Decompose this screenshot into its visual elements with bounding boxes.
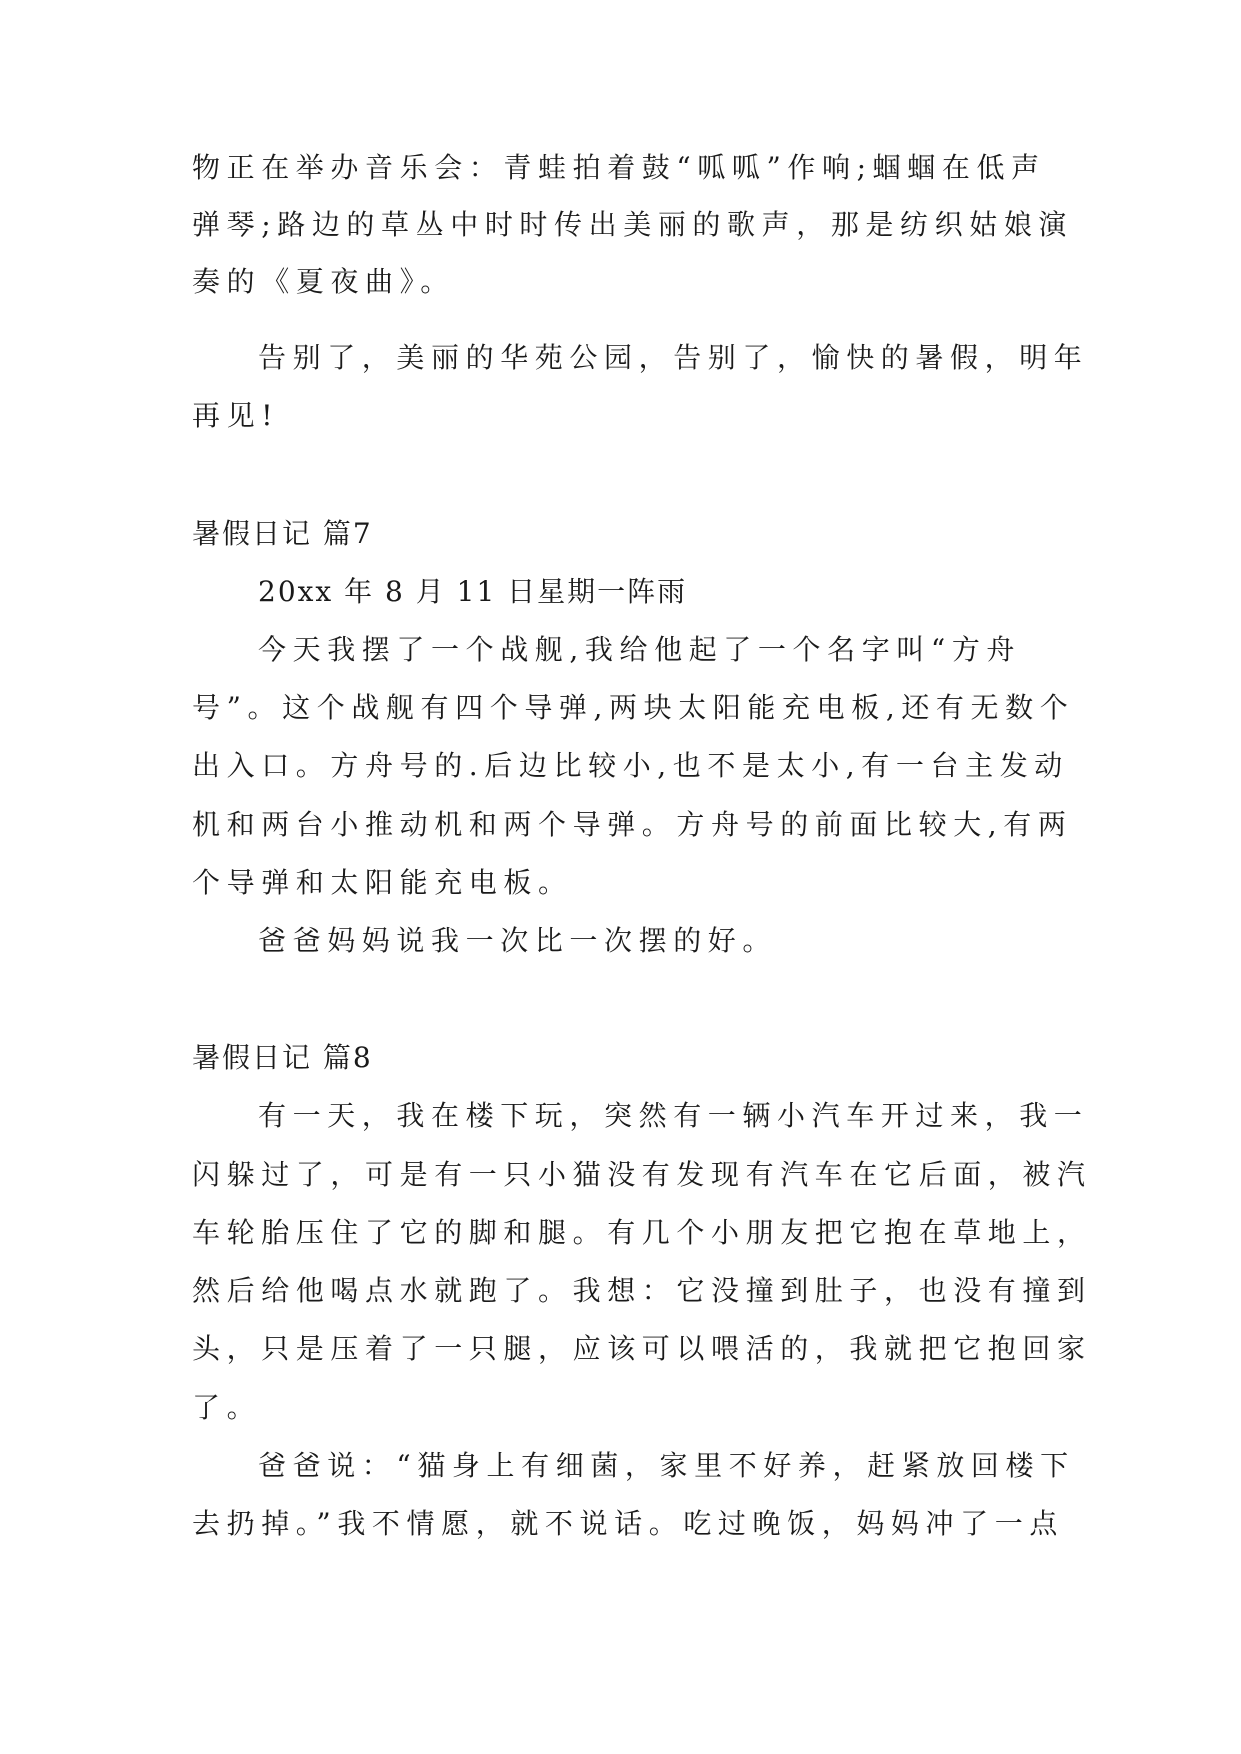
paragraph-line: 机和两台小推动机和两个导弹。方舟号的前面比较大,有两 bbox=[192, 808, 1073, 841]
paragraph-line: 爸爸说：“猫身上有细菌，家里不好养，赶紧放回楼下 bbox=[258, 1449, 1075, 1482]
paragraph-line: 了。 bbox=[192, 1391, 262, 1424]
section-heading: 暑假日记 篇8 bbox=[192, 1041, 373, 1074]
paragraph-line: 然后给他喝点水就跑了。我想：它没撞到肚子，也没有撞到 bbox=[192, 1274, 1092, 1307]
paragraph-line: 告别了，美丽的华苑公园，告别了，愉快的暑假，明年 bbox=[258, 341, 1089, 374]
paragraph-line: 头，只是压着了一只腿，应该可以喂活的，我就把它抱回家 bbox=[192, 1332, 1092, 1365]
paragraph-line: 弹琴;路边的草丛中时时传出美丽的歌声，那是纺织姑娘演 bbox=[192, 208, 1074, 241]
paragraph-line: 物正在举办音乐会：青蛙拍着鼓“呱呱”作响;蝈蝈在低声 bbox=[192, 151, 1046, 184]
paragraph-line: 出入口。方舟号的.后边比较小,也不是太小,有一台主发动 bbox=[192, 749, 1069, 782]
paragraph-line: 爸爸妈妈说我一次比一次摆的好。 bbox=[258, 924, 778, 957]
paragraph-line: 奏的《夏夜曲》。 bbox=[192, 265, 455, 298]
paragraph-line: 个导弹和太阳能充电板。 bbox=[192, 866, 573, 899]
paragraph-line: 号”。这个战舰有四个导弹,两块太阳能充电板,还有无数个 bbox=[192, 691, 1075, 724]
paragraph-line: 有一天，我在楼下玩，突然有一辆小汽车开过来，我一 bbox=[258, 1099, 1089, 1132]
section-heading: 暑假日记 篇7 bbox=[192, 517, 373, 550]
date-line: 20xx 年 8 月 11 日星期一阵雨 bbox=[258, 575, 688, 608]
paragraph-line: 再见! bbox=[192, 399, 280, 432]
paragraph-line: 今天我摆了一个战舰,我给他起了一个名字叫“方舟 bbox=[258, 633, 1022, 666]
paragraph-line: 闪躲过了，可是有一只小猫没有发现有汽车在它后面，被汽 bbox=[192, 1158, 1092, 1191]
paragraph-line: 去扔掉。”我不情愿，就不说话。吃过晚饭，妈妈冲了一点 bbox=[192, 1507, 1064, 1540]
paragraph-line: 车轮胎压住了它的脚和腿。有几个小朋友把它抱在草地上， bbox=[192, 1216, 1092, 1249]
